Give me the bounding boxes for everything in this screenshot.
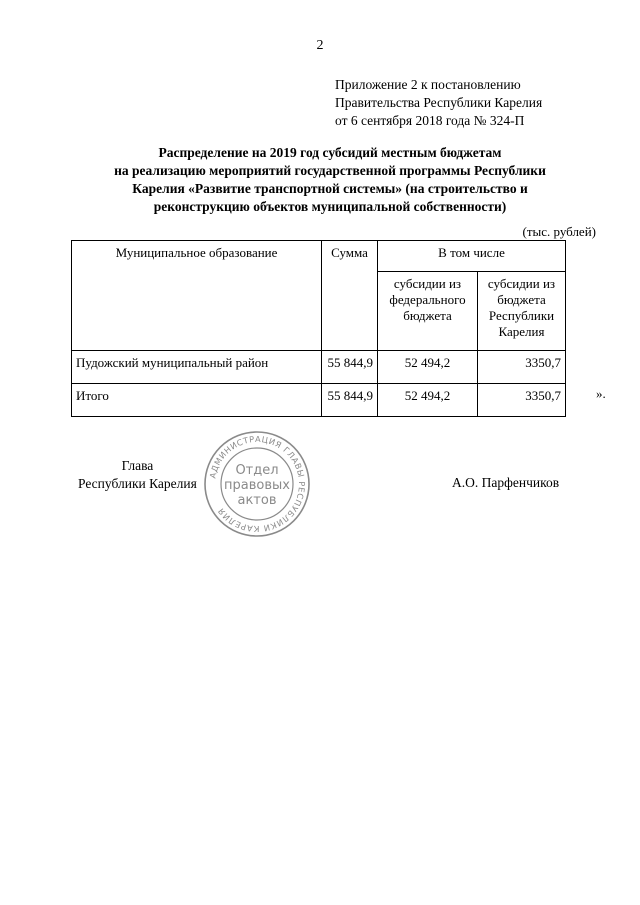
seal-stamp (203, 430, 311, 538)
table-row (72, 351, 566, 384)
title-line-1: Распределение на 2019 год субсидий местным бюджетам (158, 145, 502, 160)
page-number: 2 (316, 38, 324, 53)
cell-federal: 52 494,2 (378, 384, 478, 417)
header-municipality: Муниципальное образование (72, 241, 322, 351)
cell-sum: 55 844,9 (322, 384, 378, 417)
stamp-center-line-1: Отдел (235, 463, 279, 478)
appendix-line-2: Правительства Республики Карелия (335, 95, 543, 110)
signatory-title-line-1: Глава (121, 458, 154, 473)
stamp-ring-text: АДМИНИСТРАЦИЯ ГЛАВЫ РЕСПУБЛИКИ КАРЕЛИЯ (207, 433, 308, 535)
signatory-title-line-2: Республики Карелия (78, 476, 197, 491)
cell-federal: 52 494,2 (378, 351, 478, 384)
header-federal: субсидии из федерального бюджета (378, 272, 478, 351)
title-line-4: реконструкцию объектов муниципальной собственности) (153, 199, 507, 214)
signatory-title (78, 457, 197, 493)
cell-municipality: Итого (72, 384, 322, 417)
subsidies-table (71, 240, 566, 417)
appendix-line-3: от 6 сентября 2018 года № 324-П (335, 113, 525, 128)
header-including: В том числе (378, 241, 566, 272)
table-row-total (72, 384, 566, 417)
stamp-center-line-3: актов (237, 493, 277, 508)
stamp-center-line-2: правовых (224, 478, 290, 493)
title-line-3: Карелия «Развитие транспортной системы» (на строительство и (132, 181, 528, 196)
cell-republic: 3350,7 (478, 384, 566, 417)
closing-quote: ». (596, 386, 606, 401)
units-label: (тыс. рублей) (522, 224, 596, 239)
document-title (60, 144, 600, 216)
cell-municipality: Пудожский муниципальный район (72, 351, 322, 384)
header-republic: субсидии из бюджета Республики Карелия (478, 272, 566, 351)
cell-sum: 55 844,9 (322, 351, 378, 384)
title-line-2: на реализацию мероприятий государственной программы Республики (114, 163, 546, 178)
appendix-reference (335, 76, 542, 130)
appendix-line-1: Приложение 2 к постановлению (335, 77, 521, 92)
cell-republic: 3350,7 (478, 351, 566, 384)
header-sum: Сумма (322, 241, 378, 351)
signatory-name: А.О. Парфенчиков (452, 475, 560, 490)
